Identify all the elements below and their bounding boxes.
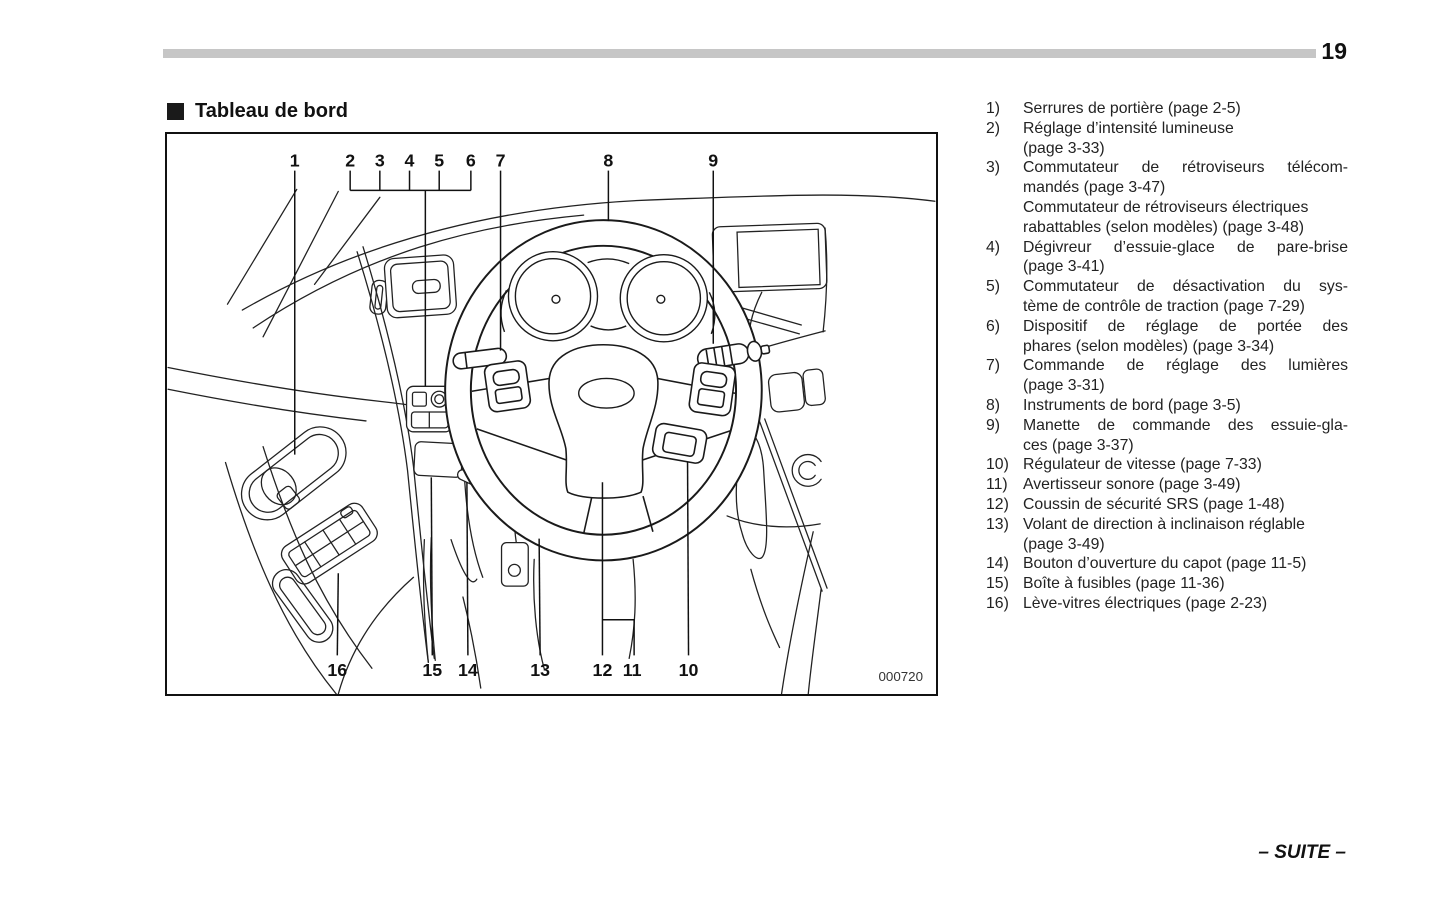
legend-number: 4) [986,238,1001,256]
dashboard-figure [165,132,938,696]
legend-number: 6) [986,317,1001,335]
legend-number: 12) [986,495,1009,513]
legend-text: rabattables (selon modèles) (page 3-48) [1023,218,1304,236]
legend-number: 3) [986,159,1001,177]
legend-item-10 [986,455,1348,475]
legend-text: ces (page 3-37) [1023,436,1134,454]
legend-text: Lève-vitres électriques (page 2-23) [1023,594,1268,612]
callout-16: 16 [327,660,348,681]
legend-number: 16) [986,594,1009,612]
heading-square-icon [167,103,184,120]
legend-text: Coussin de sécurité SRS (page 1-48) [1023,495,1285,513]
figure-code: 000720 [878,669,924,685]
center-display [712,223,827,292]
gauge-right [620,255,707,342]
legend-text: Dispositif de réglage de portée des [1023,317,1348,335]
section-heading [167,100,348,123]
legend-item-6 [986,317,1348,357]
legend-item-4 [986,238,1348,278]
legend-item-5 [986,277,1348,317]
callout-4: 4 [404,150,415,171]
legend-text: (page 3-33) [1023,139,1105,157]
callout-7: 7 [495,150,506,171]
legend-text: Commutateur de désactivation du sys- [1023,278,1348,296]
legend-text: Dégivreur d’essuie-glace de pare-brise [1023,238,1348,256]
legend-number: 2) [986,119,1001,137]
mirror-switch-panel [384,254,457,318]
legend-item-2 [986,119,1348,159]
callout-11: 11 [622,660,642,681]
legend-text: Commande de réglage des lumières [1023,357,1348,375]
legend-number: 13) [986,515,1009,533]
page-number: 19 [1321,38,1347,64]
callout-8: 8 [603,150,614,171]
legend-text: Avertisseur sonore (page 3-49) [1023,476,1241,494]
callout-3: 3 [374,150,385,171]
legend-text: Commutateur de rétroviseurs télécom- [1023,159,1348,177]
legend-text: Manette de commande des essuie-gla- [1023,416,1348,434]
legend-number: 7) [986,357,1001,375]
callout-1: 1 [289,150,300,171]
legend-text: Régulateur de vitesse (page 7-33) [1023,456,1262,474]
continuation-marker: – SUITE – [1258,842,1346,863]
legend-item-12 [986,495,1348,515]
legend-text: Instruments de bord (page 3-5) [1023,396,1241,414]
callout-15: 15 [422,660,443,681]
callout-9: 9 [708,150,719,171]
legend-item-15 [986,574,1348,594]
legend-text: Bouton d’ouverture du capot (page 11-5) [1023,555,1307,573]
legend-number: 1) [986,100,1001,117]
callout-13: 13 [530,660,551,681]
legend-number: 9) [986,416,1001,434]
callout-5: 5 [434,150,445,171]
callout-12: 12 [592,660,613,681]
legend-item-11 [986,475,1348,495]
legend-text: phares (selon modèles) (page 3-34) [1023,337,1275,355]
legend-item-8 [986,396,1348,416]
legend-number: 11) [986,476,1008,494]
legend-item-1 [986,99,1348,119]
airbag-pad [549,345,658,498]
callout-14: 14 [457,660,478,681]
legend-item-9 [986,416,1348,456]
legend-text: (page 3-49) [1023,535,1105,553]
legend-text: Commutateur de rétroviseurs électriques [1023,198,1309,216]
legend-number: 5) [986,278,1001,296]
callout-2: 2 [345,150,356,171]
legend-text: tème de contrôle de traction (page 7-29) [1023,297,1305,315]
dashboard-diagram [167,134,936,694]
legend-item-3 [986,158,1348,237]
legend-item-7 [986,356,1348,396]
pedal [502,543,529,587]
legend-number: 8) [986,396,1001,414]
legend-text: Réglage d’intensité lumineuse [1023,119,1234,137]
callout-10: 10 [678,660,699,681]
legend-text: Serrures de portière (page 2-5) [1023,100,1241,117]
section-title: Tableau de bord [195,100,348,122]
legend-item-13 [986,515,1348,555]
window-switch-panel [278,499,381,587]
legend-number: 14) [986,555,1009,573]
legend-number: 15) [986,575,1009,593]
legend-item-16 [986,594,1348,614]
legend-text: Volant de direction à inclinaison réglable [1023,515,1305,533]
legend-item-14 [986,554,1348,574]
legend-text: Boîte à fusibles (page 11-36) [1023,575,1225,593]
header-rule [163,49,1316,58]
legend-text: mandés (page 3-47) [1023,179,1166,197]
legend-list [986,99,1348,614]
legend-text: (page 3-41) [1023,258,1105,276]
legend-number: 10) [986,456,1009,474]
callout-6: 6 [465,150,476,171]
legend-text: (page 3-31) [1023,377,1105,395]
